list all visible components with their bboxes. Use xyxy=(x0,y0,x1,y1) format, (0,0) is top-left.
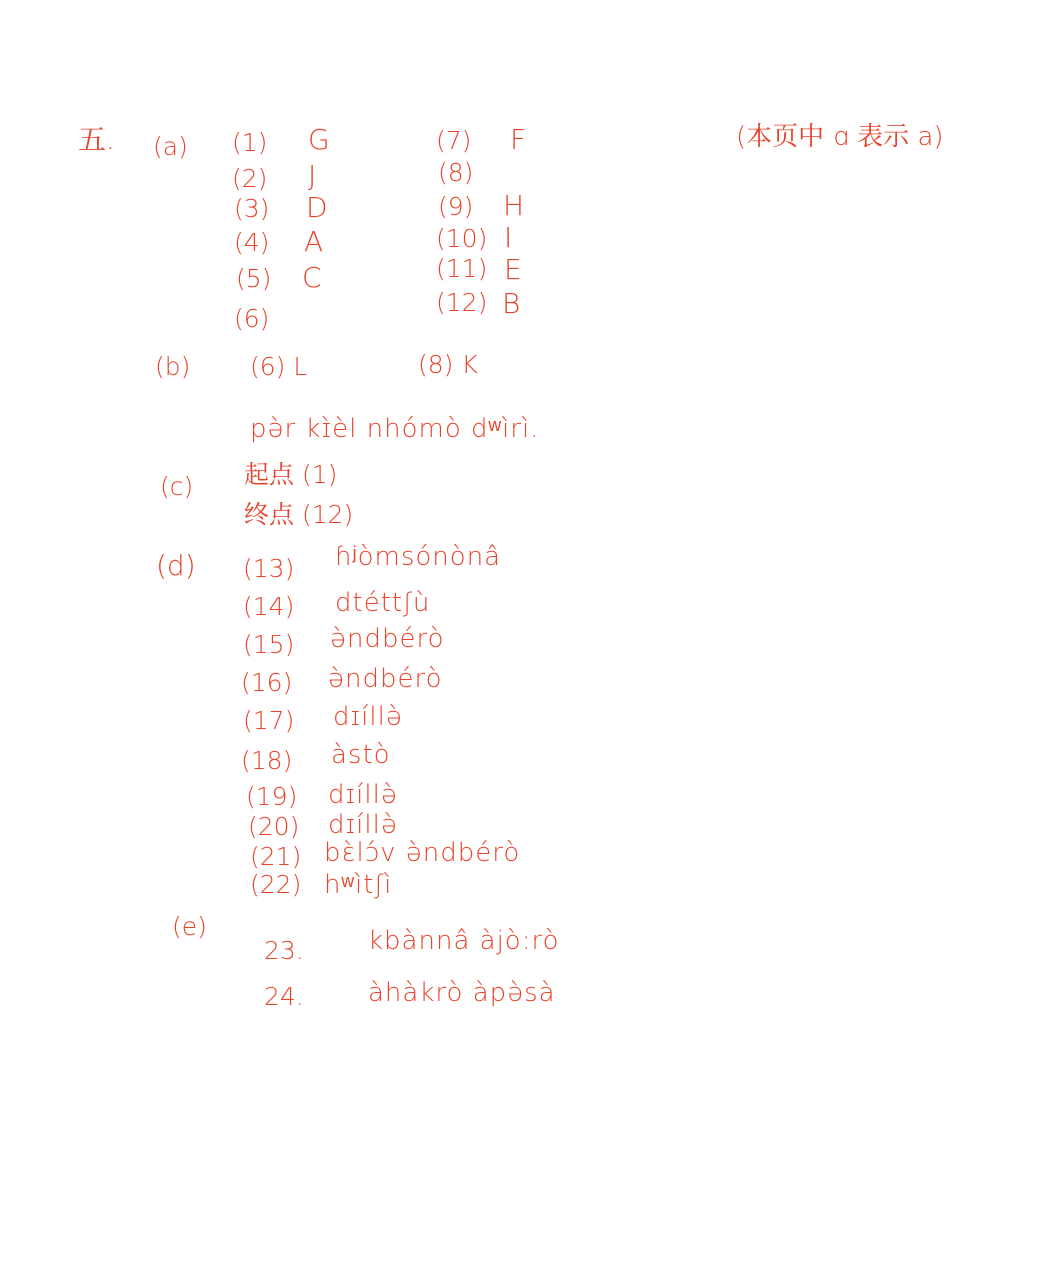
part-c-end: 终点 (12) xyxy=(244,500,354,529)
item-number: (2) xyxy=(232,164,268,193)
item-transcription: bɛ̀lɔ́v ə̀ndbérò xyxy=(324,838,521,868)
item-transcription: dɪíllə̀ xyxy=(328,780,398,810)
item-number: (17) xyxy=(243,706,295,735)
item-number: (11) xyxy=(436,254,488,283)
item-number: (18) xyxy=(241,746,293,775)
item-transcription: kbànnâ àjò:rò xyxy=(368,926,560,956)
part-c-start: 起点 (1) xyxy=(244,460,338,489)
page-note: (本页中 ɑ 表示 a) xyxy=(736,122,944,152)
item-number: (3) xyxy=(234,194,270,223)
part-a-label: (a) xyxy=(153,132,188,161)
item-answer: E xyxy=(504,253,522,286)
item-number: (22) xyxy=(250,870,302,899)
part-b-answer-2: (8) K xyxy=(418,350,478,379)
item-number: (10) xyxy=(436,224,488,253)
item-answer: F xyxy=(510,123,527,156)
item-number: (14) xyxy=(243,592,295,621)
item-answer: I xyxy=(504,221,513,254)
part-d-label: (d) xyxy=(156,549,196,582)
part-b-label: (b) xyxy=(155,352,191,381)
item-number: 24. xyxy=(264,982,304,1011)
item-number: (13) xyxy=(243,554,295,583)
item-transcription: hʷìtʃì xyxy=(324,870,393,900)
item-transcription: dɪíllə̀ xyxy=(328,810,398,840)
item-answer: H xyxy=(503,189,525,222)
item-transcription: àstò xyxy=(331,740,391,770)
item-number: (4) xyxy=(234,228,270,257)
part-b-answer-1: (6) L xyxy=(250,352,308,381)
item-number: (16) xyxy=(241,668,293,697)
item-number: (8) xyxy=(438,158,474,187)
item-transcription: dtéttʃù xyxy=(335,588,431,618)
item-answer: G xyxy=(308,123,330,156)
item-number: (21) xyxy=(250,842,302,871)
item-number: (9) xyxy=(438,192,474,221)
item-number: (6) xyxy=(234,304,270,333)
item-number: (20) xyxy=(248,812,300,841)
part-b-transcription: pə̀r kɪ̀èl nhómò dʷìrì. xyxy=(250,414,540,444)
item-transcription: ɦʲòmsónònâ xyxy=(335,542,502,572)
item-number: (19) xyxy=(246,782,298,811)
item-answer: D xyxy=(306,191,328,224)
item-answer: A xyxy=(304,225,324,258)
item-number: 23. xyxy=(264,936,304,965)
item-transcription: ə̀ndbérò xyxy=(328,664,443,694)
section-marker: 五. xyxy=(78,123,115,156)
item-number: (1) xyxy=(232,128,268,157)
item-answer: B xyxy=(502,287,521,320)
item-transcription: àhàkrò àpə̀sà xyxy=(368,978,556,1008)
part-c-label: (c) xyxy=(160,472,194,501)
item-transcription: dɪíllə̀ xyxy=(333,702,403,732)
item-number: (15) xyxy=(243,630,295,659)
item-number: (5) xyxy=(236,264,272,293)
item-number: (12) xyxy=(436,288,488,317)
item-answer: J xyxy=(308,159,317,192)
item-number: (7) xyxy=(436,126,472,155)
part-e-label: (e) xyxy=(172,912,207,941)
item-transcription: ə̀ndbérò xyxy=(330,624,445,654)
item-answer: C xyxy=(302,261,322,294)
